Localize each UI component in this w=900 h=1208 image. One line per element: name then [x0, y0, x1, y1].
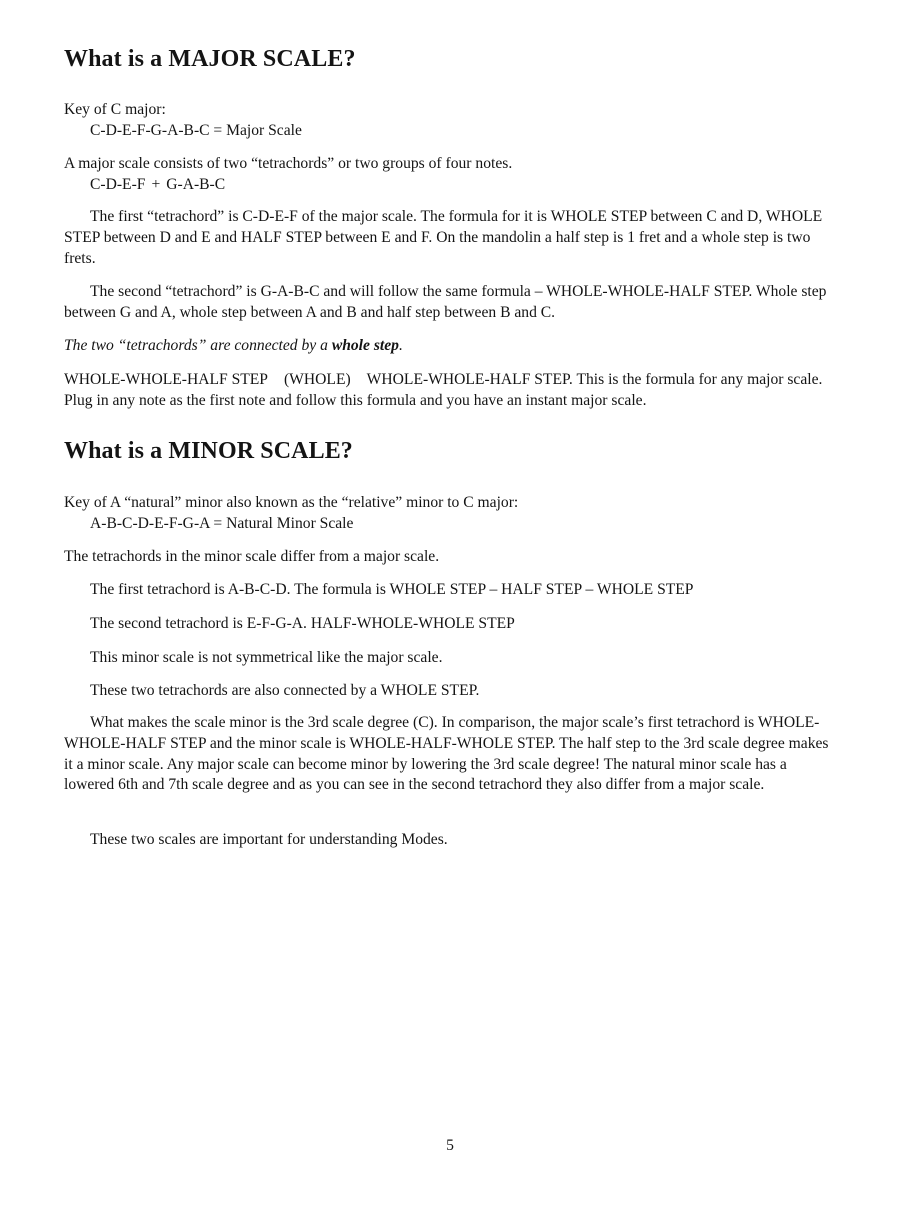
- major-connected-suffix: .: [398, 337, 403, 354]
- minor-key-block: [64, 493, 839, 535]
- minor-differ-paragraph: The tetrachords in the minor scale differ from a major scale.: [64, 548, 440, 565]
- major-key-label: Key of C major:: [64, 101, 166, 118]
- major-formula-rest: This is the formula for any major scale. Plug in any note as the first note and follow this formula and you have an instant major scale.: [64, 371, 823, 409]
- major-connected-paragraph: [64, 336, 839, 357]
- minor-first-tetrachord-paragraph: The first tetrachord is A-B-C-D. The formula is WHOLE STEP – HALF STEP – WHOLE STEP: [90, 581, 694, 598]
- major-tetrachord-split-b: G-A-B-C: [166, 175, 226, 193]
- major-formula-a: WHOLE-WHOLE-HALF STEP: [64, 371, 268, 388]
- major-key-block: [64, 100, 839, 142]
- page-number: 5: [446, 1137, 454, 1154]
- major-first-tetrachord-paragraph: The first “tetrachord” is C-D-E-F of the major scale. The formula for it is WHOLE STEP between C and D, WHOLE STEP between D and E and HALF STEP between E and F. On the mandolin a half step is 1 fret and a whole step is two frets.: [64, 208, 823, 267]
- major-tetrachord-split-plus: +: [151, 175, 161, 193]
- minor-connected-paragraph: These two tetrachords are also connected by a WHOLE STEP.: [90, 682, 480, 699]
- minor-second-tetrachord-paragraph: The second tetrachord is E-F-G-A. HALF-WHOLE-WHOLE STEP: [90, 615, 515, 632]
- major-formula-paragraph: [64, 370, 839, 412]
- minor-scale-heading: What is a MINOR SCALE?: [64, 438, 353, 464]
- major-connected-bold: whole step: [331, 337, 399, 354]
- minor-key-label: Key of A “natural” minor also known as the “relative” minor to C major:: [64, 494, 519, 511]
- major-second-tetrachord-paragraph: The second “tetrachord” is G-A-B-C and will follow the same formula – WHOLE-WHOLE-HALF STEP. Whole step between G and A, whole step between A and B and half step between B and C.: [64, 283, 827, 321]
- minor-what-makes-paragraph: What makes the scale minor is the 3rd scale degree (C). In comparison, the major scale’s first tetrachord is WHOLE-WHOLE-HALF STEP and the minor scale is WHOLE-HALF-WHOLE STEP. The half step to the 3rd scale degree makes it a minor scale. Any major scale can become minor by lowering the 3rd scale degree! The natural minor scale has a lowered 6th and 7th scale degree and as you can see in the second tetrachord they also differ from a major scale.: [64, 714, 829, 794]
- major-formula-c: WHOLE-WHOLE-HALF STEP.: [366, 371, 573, 388]
- minor-not-symmetrical-paragraph: This minor scale is not symmetrical like the major scale.: [90, 649, 443, 666]
- major-key-scale: C-D-E-F-G-A-B-C = Major Scale: [90, 121, 302, 139]
- minor-important-paragraph: These two scales are important for understanding Modes.: [90, 831, 448, 848]
- major-tetrachord-split: [64, 175, 839, 196]
- major-tetrachord-split-a: C-D-E-F: [90, 175, 146, 193]
- major-scale-heading: What is a MAJOR SCALE?: [64, 46, 356, 72]
- major-formula-b: (WHOLE): [283, 371, 351, 388]
- major-tetrachord-intro-block: [64, 154, 839, 196]
- major-tetrachord-intro: A major scale consists of two “tetrachords” or two groups of four notes.: [64, 155, 513, 172]
- major-connected-prefix: The two “tetrachords” are connected by a: [64, 337, 332, 354]
- minor-key-scale: A-B-C-D-E-F-G-A = Natural Minor Scale: [90, 514, 354, 532]
